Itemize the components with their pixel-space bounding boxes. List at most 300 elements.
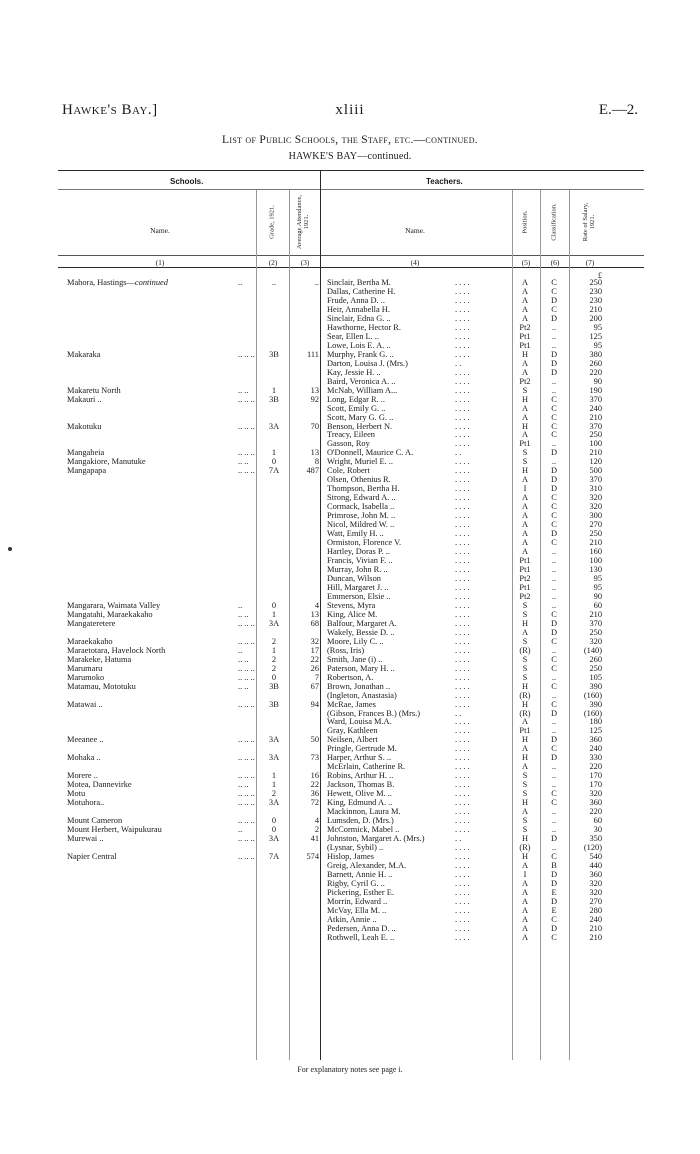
teacher-name: Strong, Edward A. .. bbox=[327, 493, 396, 503]
attendance: 94 bbox=[310, 699, 319, 709]
teacher-name: Murphy, Frank G. .. bbox=[327, 349, 394, 359]
classification: D bbox=[550, 753, 558, 763]
table-row bbox=[0, 511, 700, 520]
school-name: Mohaka .. bbox=[67, 753, 101, 763]
leader-dots: . . . . bbox=[455, 591, 470, 601]
page-number: xliii bbox=[335, 102, 365, 118]
teacher-name: Rigby, Cyril G. .. bbox=[327, 878, 385, 888]
table-row bbox=[0, 592, 700, 601]
position: A bbox=[521, 278, 529, 287]
salary: 120 bbox=[589, 457, 602, 467]
column-number-7: (7) bbox=[585, 258, 595, 267]
grade: 0 bbox=[271, 816, 277, 826]
schools-group-heading: Schools. bbox=[170, 177, 204, 186]
teacher-name: Kay, Jessie H. .. bbox=[327, 367, 381, 377]
leader-dots: . . . . bbox=[455, 771, 470, 781]
column-number-1: (1) bbox=[155, 258, 165, 267]
leader-dots: . . . . bbox=[455, 753, 470, 763]
table-row bbox=[0, 439, 700, 448]
table-row bbox=[0, 771, 700, 780]
teacher-name: Dallas, Catherine H. bbox=[327, 286, 396, 296]
teacher-name: Neilsen, Albert bbox=[327, 735, 378, 745]
table-row bbox=[0, 700, 700, 709]
teacher-name: (Gibson, Frances B.) (Mrs.) bbox=[327, 708, 421, 718]
attendance: 13 bbox=[310, 609, 319, 619]
teacher-name: Francis, Vivian F. .. bbox=[327, 556, 393, 566]
classification: C bbox=[551, 421, 557, 431]
salary: 90 bbox=[593, 376, 602, 386]
table-row bbox=[0, 583, 700, 592]
grade: 0 bbox=[271, 600, 277, 610]
attendance: 7 bbox=[314, 672, 319, 682]
table-row bbox=[0, 906, 700, 915]
classification: C bbox=[551, 430, 557, 440]
teacher-name: Scott, Mary G. G. .. bbox=[327, 412, 394, 422]
salary: 250 bbox=[589, 663, 602, 673]
teacher-name: Hartley, Doras P. .. bbox=[327, 547, 390, 557]
position: Pt2 bbox=[519, 322, 531, 332]
position: Pt1 bbox=[519, 439, 531, 449]
leader-dots: . . . . bbox=[455, 726, 470, 736]
position: S bbox=[522, 825, 528, 835]
classification: D bbox=[550, 475, 558, 485]
page-header-left: Hawke's Bay.] bbox=[62, 102, 158, 118]
leader-dots: .. .. .. bbox=[238, 798, 255, 808]
leader-dots: .. .. bbox=[238, 681, 249, 691]
position: S bbox=[522, 385, 528, 395]
salary: 390 bbox=[589, 699, 602, 709]
salary: 260 bbox=[589, 654, 602, 664]
classification: D bbox=[550, 618, 558, 628]
school-name: Mount Cameron bbox=[67, 816, 123, 826]
teacher-name: Morrin, Edward .. bbox=[327, 896, 388, 906]
position: Pt1 bbox=[519, 340, 531, 350]
attendance: 13 bbox=[310, 448, 319, 458]
leader-dots: . . . . bbox=[455, 394, 470, 404]
leader-dots: . . . . bbox=[455, 852, 470, 861]
position-heading: Position. bbox=[521, 210, 529, 234]
grade: 0 bbox=[271, 825, 277, 835]
classification: C bbox=[551, 852, 557, 861]
school-name: Morere .. bbox=[67, 771, 98, 781]
leader-dots: .. .. .. bbox=[238, 834, 255, 844]
position: (R) bbox=[519, 843, 531, 853]
attendance: 487 bbox=[306, 466, 319, 476]
position: A bbox=[521, 627, 529, 637]
position: Pt1 bbox=[519, 565, 531, 574]
table-row bbox=[0, 870, 700, 879]
grade: 3B bbox=[269, 681, 279, 691]
classification-heading: Classification. bbox=[550, 203, 558, 241]
teacher-name: Thompson, Bertha H. bbox=[327, 484, 400, 494]
grade-heading: Grade, 1921. bbox=[268, 205, 276, 239]
salary: 540 bbox=[589, 852, 602, 861]
salary: 320 bbox=[589, 878, 602, 888]
attendance: 36 bbox=[310, 789, 319, 799]
position: S bbox=[522, 609, 528, 619]
classification: .. bbox=[551, 771, 557, 781]
leader-dots: . . . . bbox=[455, 286, 470, 296]
teacher-name: Paterson, Mary H. .. bbox=[327, 663, 395, 673]
position: H bbox=[521, 735, 529, 745]
salary: 500 bbox=[589, 466, 602, 476]
leader-dots: . . . . bbox=[455, 439, 470, 449]
salary: 390 bbox=[589, 681, 602, 691]
position: H bbox=[521, 834, 529, 844]
position: A bbox=[521, 502, 529, 512]
leader-dots: . . . . bbox=[455, 313, 470, 323]
position: A bbox=[521, 430, 529, 440]
attendance: 4 bbox=[314, 600, 319, 610]
teacher-name: Mackinnon, Laura M. bbox=[327, 807, 401, 817]
grade: 3A bbox=[268, 834, 280, 844]
classification: D bbox=[550, 367, 558, 377]
teacher-name: Hill, Margaret J. .. bbox=[327, 582, 389, 592]
position: S bbox=[522, 600, 528, 610]
classification: .. bbox=[551, 780, 557, 790]
leader-dots: . . . . bbox=[455, 547, 470, 557]
table-row bbox=[0, 350, 700, 359]
salary: 220 bbox=[589, 367, 602, 377]
table-row bbox=[0, 359, 700, 368]
salary: 250 bbox=[589, 627, 602, 637]
school-name: Makaretu North bbox=[67, 385, 121, 395]
salary: 130 bbox=[589, 565, 602, 574]
table-row bbox=[0, 709, 700, 718]
classification: D bbox=[550, 295, 558, 305]
classification: .. bbox=[551, 690, 557, 700]
table-row bbox=[0, 879, 700, 888]
position: H bbox=[521, 681, 529, 691]
school-name: Makotuku bbox=[67, 421, 102, 431]
leader-dots: . . . . bbox=[455, 869, 470, 879]
position: A bbox=[521, 538, 529, 548]
classification: C bbox=[551, 699, 557, 709]
classification: .. bbox=[551, 322, 557, 332]
teacher-name: Atkin, Annie .. bbox=[327, 914, 377, 924]
leader-dots: . . . . bbox=[455, 412, 470, 422]
salary: 125 bbox=[589, 726, 602, 736]
teacher-name: Baird, Veronica A. .. bbox=[327, 376, 396, 386]
position: A bbox=[521, 905, 529, 915]
grade: 3A bbox=[268, 735, 280, 745]
position: A bbox=[521, 807, 529, 817]
teacher-name: Cole, Robert bbox=[327, 466, 370, 476]
position: Pt1 bbox=[519, 726, 531, 736]
position: H bbox=[521, 466, 529, 476]
classification: .. bbox=[551, 762, 557, 772]
position: A bbox=[521, 547, 529, 557]
grade: 2 bbox=[271, 636, 277, 646]
leader-dots: . . . . bbox=[455, 735, 470, 745]
classification: D bbox=[550, 896, 558, 906]
classification: D bbox=[550, 834, 558, 844]
table-row bbox=[0, 861, 700, 870]
teacher-name: Balfour, Margaret A. bbox=[327, 618, 397, 628]
school-name: Mangaheia bbox=[67, 448, 105, 458]
classification: .. bbox=[551, 457, 557, 467]
leader-dots: .. .. .. bbox=[238, 466, 255, 476]
position: Pt2 bbox=[519, 573, 531, 583]
attendance: 16 bbox=[310, 771, 319, 781]
school-name: Marumoko bbox=[67, 672, 105, 682]
leader-dots: .. .. .. bbox=[238, 663, 255, 673]
leader-dots: . . . . bbox=[455, 672, 470, 682]
leader-dots: .. .. bbox=[238, 609, 249, 619]
position: (R) bbox=[519, 690, 531, 700]
leader-dots: .. bbox=[238, 600, 243, 610]
classification: .. bbox=[551, 385, 557, 395]
grade: .. bbox=[271, 278, 277, 287]
salary: 95 bbox=[593, 322, 602, 332]
leader-dots: . . . . bbox=[455, 331, 470, 341]
leader-dots: .. bbox=[238, 278, 243, 287]
classification: C bbox=[551, 403, 557, 413]
group-header-rule bbox=[58, 189, 644, 190]
attendance: 41 bbox=[310, 834, 319, 844]
school-name: Makauri .. bbox=[67, 394, 102, 404]
grade: 3A bbox=[268, 618, 280, 628]
salary: 240 bbox=[589, 403, 602, 413]
leader-dots: .. .. .. bbox=[238, 672, 255, 682]
column-number-4: (4) bbox=[410, 258, 420, 267]
salary: 440 bbox=[589, 860, 602, 870]
classification: D bbox=[550, 869, 558, 879]
salary: 230 bbox=[589, 286, 602, 296]
leader-dots: .. .. .. bbox=[238, 394, 255, 404]
grade: 1 bbox=[271, 609, 277, 619]
table-row bbox=[0, 610, 700, 619]
teacher-name: Heir, Annabella H. bbox=[327, 304, 390, 314]
classification: C bbox=[551, 636, 557, 646]
position: Pt1 bbox=[519, 556, 531, 566]
leader-dots: .. .. bbox=[238, 385, 249, 395]
table-row bbox=[0, 430, 700, 439]
table-row bbox=[0, 556, 700, 565]
classification: D bbox=[550, 923, 558, 933]
leader-dots: . . . . bbox=[455, 421, 470, 431]
table-row bbox=[0, 475, 700, 484]
teacher-name: Primrose, John M. .. bbox=[327, 511, 396, 521]
leader-dots: . . . . bbox=[455, 385, 470, 395]
classification: C bbox=[551, 502, 557, 512]
position: Pt2 bbox=[519, 376, 531, 386]
leader-dots: .. .. .. bbox=[238, 618, 255, 628]
salary: 210 bbox=[589, 412, 602, 422]
salary: 370 bbox=[589, 421, 602, 431]
position: Pt1 bbox=[519, 582, 531, 592]
salary: (140) bbox=[583, 645, 602, 655]
position: S bbox=[522, 789, 528, 799]
school-name: Maraetotara, Havelock North bbox=[67, 645, 166, 655]
table-row bbox=[0, 332, 700, 341]
table-row bbox=[0, 726, 700, 735]
teacher-name: McErlain, Catherine R. bbox=[327, 762, 406, 772]
leader-dots: . . . . bbox=[455, 367, 470, 377]
salary: 95 bbox=[593, 340, 602, 350]
table-row bbox=[0, 646, 700, 655]
classification: D bbox=[550, 358, 558, 368]
salary: 160 bbox=[589, 547, 602, 557]
school-name: Mangateretere bbox=[67, 618, 116, 628]
leader-dots: . . . . bbox=[455, 789, 470, 799]
leader-dots: . . . . bbox=[455, 556, 470, 566]
classification: C bbox=[551, 914, 557, 924]
leader-dots: . . . . bbox=[455, 843, 470, 853]
table-row bbox=[0, 601, 700, 610]
classification: C bbox=[551, 663, 557, 673]
school-name: Matamau, Mototuku bbox=[67, 681, 136, 691]
position: Pt2 bbox=[519, 591, 531, 601]
salary: 210 bbox=[589, 923, 602, 933]
leader-dots: .. .. .. bbox=[238, 789, 255, 799]
classification: C bbox=[551, 654, 557, 664]
position: A bbox=[521, 403, 529, 413]
classification: C bbox=[551, 744, 557, 754]
attendance: 92 bbox=[310, 394, 319, 404]
teacher-name: Cormack, Isabella .. bbox=[327, 502, 395, 512]
classification: D bbox=[550, 735, 558, 745]
classification: .. bbox=[551, 816, 557, 826]
salary: 190 bbox=[589, 385, 602, 395]
teacher-name: Treacy, Eileen bbox=[327, 430, 375, 440]
classification: D bbox=[550, 627, 558, 637]
salary: 105 bbox=[589, 672, 602, 682]
table-row bbox=[0, 888, 700, 897]
grade: 2 bbox=[271, 663, 277, 673]
teacher-name: Watt, Emily H. .. bbox=[327, 529, 384, 539]
salary: 280 bbox=[589, 905, 602, 915]
classification: .. bbox=[551, 439, 557, 449]
school-name: Mount Herbert, Waipukurau bbox=[67, 825, 162, 835]
classification: D bbox=[550, 448, 558, 458]
attendance: 2 bbox=[314, 825, 319, 835]
leader-dots: . . . . bbox=[455, 565, 470, 574]
table-row bbox=[0, 395, 700, 404]
leader-dots: . . . . bbox=[455, 457, 470, 467]
table-row bbox=[0, 673, 700, 682]
table-row bbox=[0, 789, 700, 798]
teacher-name: Darton, Louisa J. (Mrs.) bbox=[327, 358, 408, 368]
leader-dots: . . . . bbox=[455, 923, 470, 933]
grade: 1 bbox=[271, 771, 277, 781]
table-row bbox=[0, 323, 700, 332]
grade: 3A bbox=[268, 753, 280, 763]
classification: C bbox=[551, 520, 557, 530]
school-name: Maraekakaho bbox=[67, 636, 113, 646]
salary: 30 bbox=[593, 825, 602, 835]
teacher-name: Lowe, Lois E. A. .. bbox=[327, 340, 391, 350]
teacher-name: Olsen, Othenius R. bbox=[327, 475, 391, 485]
table-row bbox=[0, 897, 700, 906]
salary: 220 bbox=[589, 807, 602, 817]
table-row bbox=[0, 296, 700, 305]
attendance: 50 bbox=[310, 735, 319, 745]
leader-dots: . . . . bbox=[455, 825, 470, 835]
leader-dots: . . bbox=[455, 358, 462, 368]
position: I bbox=[523, 484, 527, 494]
leader-dots: . . . . bbox=[455, 295, 470, 305]
attendance-heading: Average Attendance, 1921. bbox=[296, 194, 310, 250]
classification: .. bbox=[551, 331, 557, 341]
leader-dots: . . . . bbox=[455, 681, 470, 691]
grade: 1 bbox=[271, 385, 277, 395]
leader-dots: . . . . bbox=[455, 896, 470, 906]
salary: 320 bbox=[589, 636, 602, 646]
salary: (120) bbox=[583, 843, 602, 853]
leader-dots: . . . . bbox=[455, 798, 470, 808]
table-row bbox=[0, 493, 700, 502]
position: S bbox=[522, 780, 528, 790]
leader-dots: .. .. bbox=[238, 457, 249, 467]
teacher-name: Pickering, Esther E. bbox=[327, 887, 394, 897]
classification: E bbox=[551, 905, 557, 915]
leader-dots: .. .. .. bbox=[238, 816, 255, 826]
table-row bbox=[0, 422, 700, 431]
classification: D bbox=[550, 484, 558, 494]
teacher-name-heading: Name. bbox=[405, 226, 425, 235]
salary: 250 bbox=[589, 278, 602, 287]
teacher-name: Brown, Jonathan .. bbox=[327, 681, 391, 691]
column-number-2: (2) bbox=[268, 258, 278, 267]
teacher-name: Hawthorne, Hector R. bbox=[327, 322, 401, 332]
table-row bbox=[0, 413, 700, 422]
teacher-name: Murray, John R. .. bbox=[327, 565, 388, 574]
leader-dots: . . . . bbox=[455, 690, 470, 700]
table-top-rule bbox=[58, 170, 644, 171]
teacher-name: Gasson, Roy bbox=[327, 439, 370, 449]
classification: C bbox=[551, 798, 557, 808]
classification: D bbox=[550, 708, 558, 718]
school-name: Murewai .. bbox=[67, 834, 104, 844]
table-row bbox=[0, 780, 700, 789]
document-code: E.—2. bbox=[598, 102, 638, 118]
salary: 210 bbox=[589, 609, 602, 619]
leader-dots: .. .. .. bbox=[238, 753, 255, 763]
teacher-name: McVay, Ella M. .. bbox=[327, 905, 387, 915]
table-row bbox=[0, 314, 700, 323]
salary: 60 bbox=[593, 600, 602, 610]
salary: 170 bbox=[589, 780, 602, 790]
teacher-name: Robins, Arthur H. .. bbox=[327, 771, 394, 781]
teacher-name: Johnston, Margaret A. (Mrs.) bbox=[327, 834, 425, 844]
position: H bbox=[521, 618, 529, 628]
teacher-name: (Ingleton, Anastasia) bbox=[327, 690, 397, 700]
classification: C bbox=[551, 412, 557, 422]
table-row bbox=[0, 933, 700, 942]
teacher-name: Sinclair, Edna G. .. bbox=[327, 313, 391, 323]
position: A bbox=[521, 878, 529, 888]
leader-dots: .. .. .. bbox=[238, 735, 255, 745]
teacher-name: Moore, Lily C. .. bbox=[327, 636, 384, 646]
leader-dots: . . . . bbox=[455, 645, 470, 655]
table-row bbox=[0, 682, 700, 691]
leader-dots: . . . . bbox=[455, 618, 470, 628]
salary: 260 bbox=[589, 358, 602, 368]
classification: D bbox=[550, 466, 558, 476]
grade: 0 bbox=[271, 672, 277, 682]
school-name: Napier Central bbox=[67, 852, 117, 861]
grade: 1 bbox=[271, 448, 277, 458]
position: H bbox=[521, 753, 529, 763]
table-row bbox=[0, 448, 700, 457]
salary: 210 bbox=[589, 448, 602, 458]
classification: C bbox=[551, 932, 557, 942]
table-row bbox=[0, 691, 700, 700]
school-name: Marakeke, Hatuma bbox=[67, 654, 132, 664]
table-row bbox=[0, 287, 700, 296]
salary: 95 bbox=[593, 582, 602, 592]
